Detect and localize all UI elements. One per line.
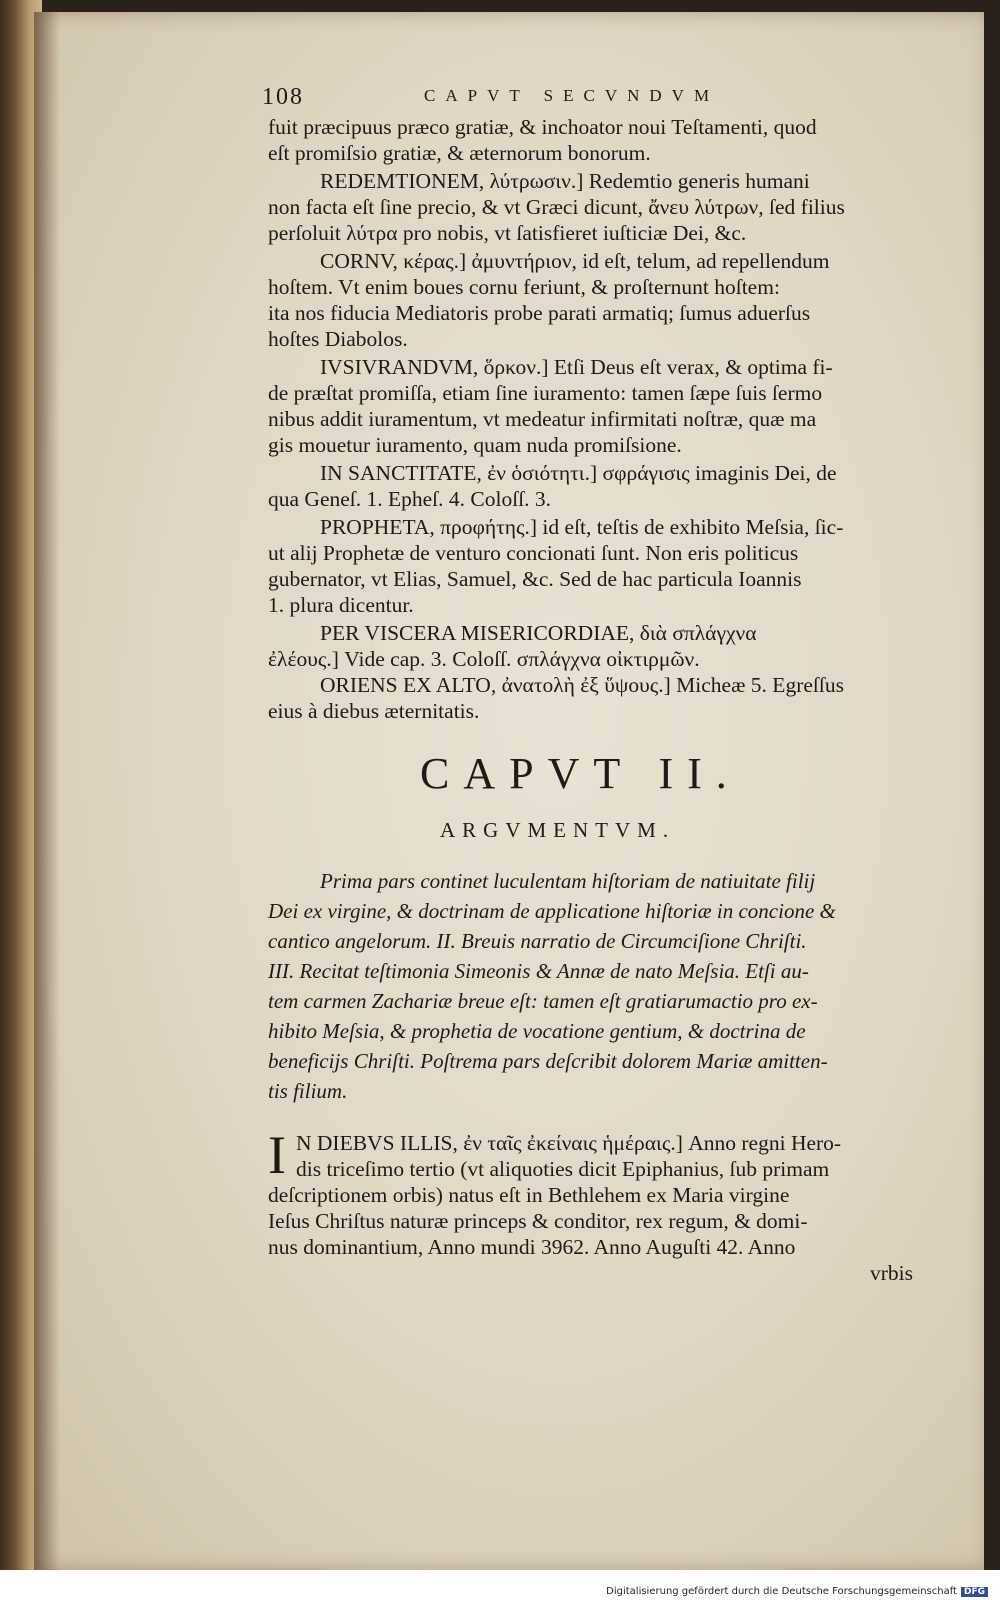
text-line: gis mouetur iuramento, quam nuda promiſsione. [268, 433, 682, 457]
text-line: de præſtat promiſſa, etiam ſine iuramento: tamen ſæpe ſuis ſermo [268, 381, 823, 405]
text-line: Ieſus Chriſtus naturæ princeps & conditor, rex regum, & domi- [268, 1209, 808, 1233]
text-line: ut alij Prophetæ de venturo concionati ſunt. Non eris politicus [268, 541, 799, 565]
text-line: ἐλέους.] Vide cap. 3. Coloſſ. σπλάγχνα οἰκτιρμῶν. [268, 647, 700, 671]
text-line: N DIEBVS ILLIS, ἐν ταῖς ἐκείναις ἡμέραις.] Anno regni Hero- [296, 1131, 842, 1155]
text-line: hoſtem. Vt enim boues cornu feriunt, & proſternunt hoſtem: [268, 275, 780, 299]
digitization-credit [606, 1586, 988, 1597]
text-line: fuit præcipuus præco gratiæ, & inchoator noui Teſtamenti, quod [268, 115, 817, 139]
text-line: CORNV, κέρας.] ἀμυντήριον, id eſt, telum, ad repellendum [320, 249, 830, 273]
text-line: 1. plura dicentur. [268, 593, 414, 617]
text-line: REDEMTIONEM, λύτρωσιν.] Redemtio generis humani [320, 169, 810, 193]
text-line: nibus addit iuramentum, vt medeatur infirmitati noſtræ, quæ ma [268, 407, 817, 431]
text-line: deſcriptionem orbis) natus eſt in Bethlehem ex Maria virgine [268, 1183, 790, 1207]
dfg-logo: DFG [961, 1587, 988, 1597]
text-line: gubernator, vt Elias, Samuel, &c. Sed de hac particula Ioannis [268, 567, 802, 591]
credit-text: Digitalisierung gefördert durch die Deutsche Forschungsgemeinschaft [606, 1586, 957, 1597]
text-line: perſoluit λύτρα pro nobis, vt ſatisfieret iuſticiæ Dei, &c. [268, 221, 747, 245]
text-line: non facta eſt ſine precio, & vt Græci dicunt, ἄνευ λύτρων, ſed filius [268, 195, 845, 219]
argument-line: tem carmen Zachariæ breue eſt: tamen eſt gratiarumactio pro ex- [268, 989, 818, 1013]
page-number: 108 [262, 84, 304, 110]
argument-heading: ARGVMENTVM. [440, 818, 676, 842]
text-line: IN SANCTITATE, ἐν ὁσιότητι.] σφράγισις imaginis Dei, de [320, 461, 837, 485]
page-gutter-shadow [34, 12, 60, 1570]
running-head: CAPVT SECVNDVM [424, 86, 720, 105]
argument-line: cantico angelorum. II. Breuis narratio de Circumciſione Chriſti. [268, 929, 807, 953]
text-line: eius à diebus æternitatis. [268, 699, 480, 723]
argument-line: III. Recitat teſtimonia Simeonis & Annæ de nato Meſsia. Etſi au- [268, 959, 809, 983]
text-line: PER VISCERA MISERICORDIAE, διὰ σπλάγχνα [320, 621, 757, 645]
drop-initial: I [268, 1125, 286, 1185]
text-line: ORIENS EX ALTO, ἀνατολὴ ἐξ ὕψους.] Micheæ 5. Egreſſus [320, 673, 844, 697]
argument-line: Prima pars continet luculentam hiſtoriam de natiuitate filij [320, 869, 816, 893]
argument-line: hibito Meſsia, & prophetia de vocatione gentium, & doctrina de [268, 1019, 806, 1043]
argument-line: Dei ex virgine, & doctrinam de applicatione hiſtoriæ in concione & [268, 899, 836, 923]
chapter-title: CAPVT II. [420, 749, 741, 798]
text-line: IVSIVRANDVM, ὅρκον.] Etſi Deus eſt verax, & optima fi- [320, 355, 833, 379]
text-line: nus dominantium, Anno mundi 3962. Anno Auguſti 42. Anno [268, 1235, 796, 1259]
text-line: dis triceſimo tertio (vt aliquoties dicit Epiphanius, ſub primam [296, 1157, 830, 1181]
catchword: vrbis [870, 1261, 913, 1285]
text-line: ita nos fiducia Mediatoris probe parati armatiq; ſumus aduerſus [268, 301, 811, 325]
text-line: qua Geneſ. 1. Epheſ. 4. Coloſſ. 3. [268, 487, 552, 511]
text-line: PROPHETA, προφήτης.] id eſt, teſtis de exhibito Meſsia, ſic- [320, 515, 844, 539]
argument-line: tis filium. [268, 1079, 348, 1103]
text-line: eſt promiſsio gratiæ, & æternorum bonorum. [268, 141, 651, 165]
argument-line: beneficijs Chriſti. Poſtrema pars deſcribit dolorem Mariæ amitten- [268, 1049, 828, 1073]
page-header [262, 84, 922, 114]
text-line: hoſtes Diabolos. [268, 327, 408, 351]
